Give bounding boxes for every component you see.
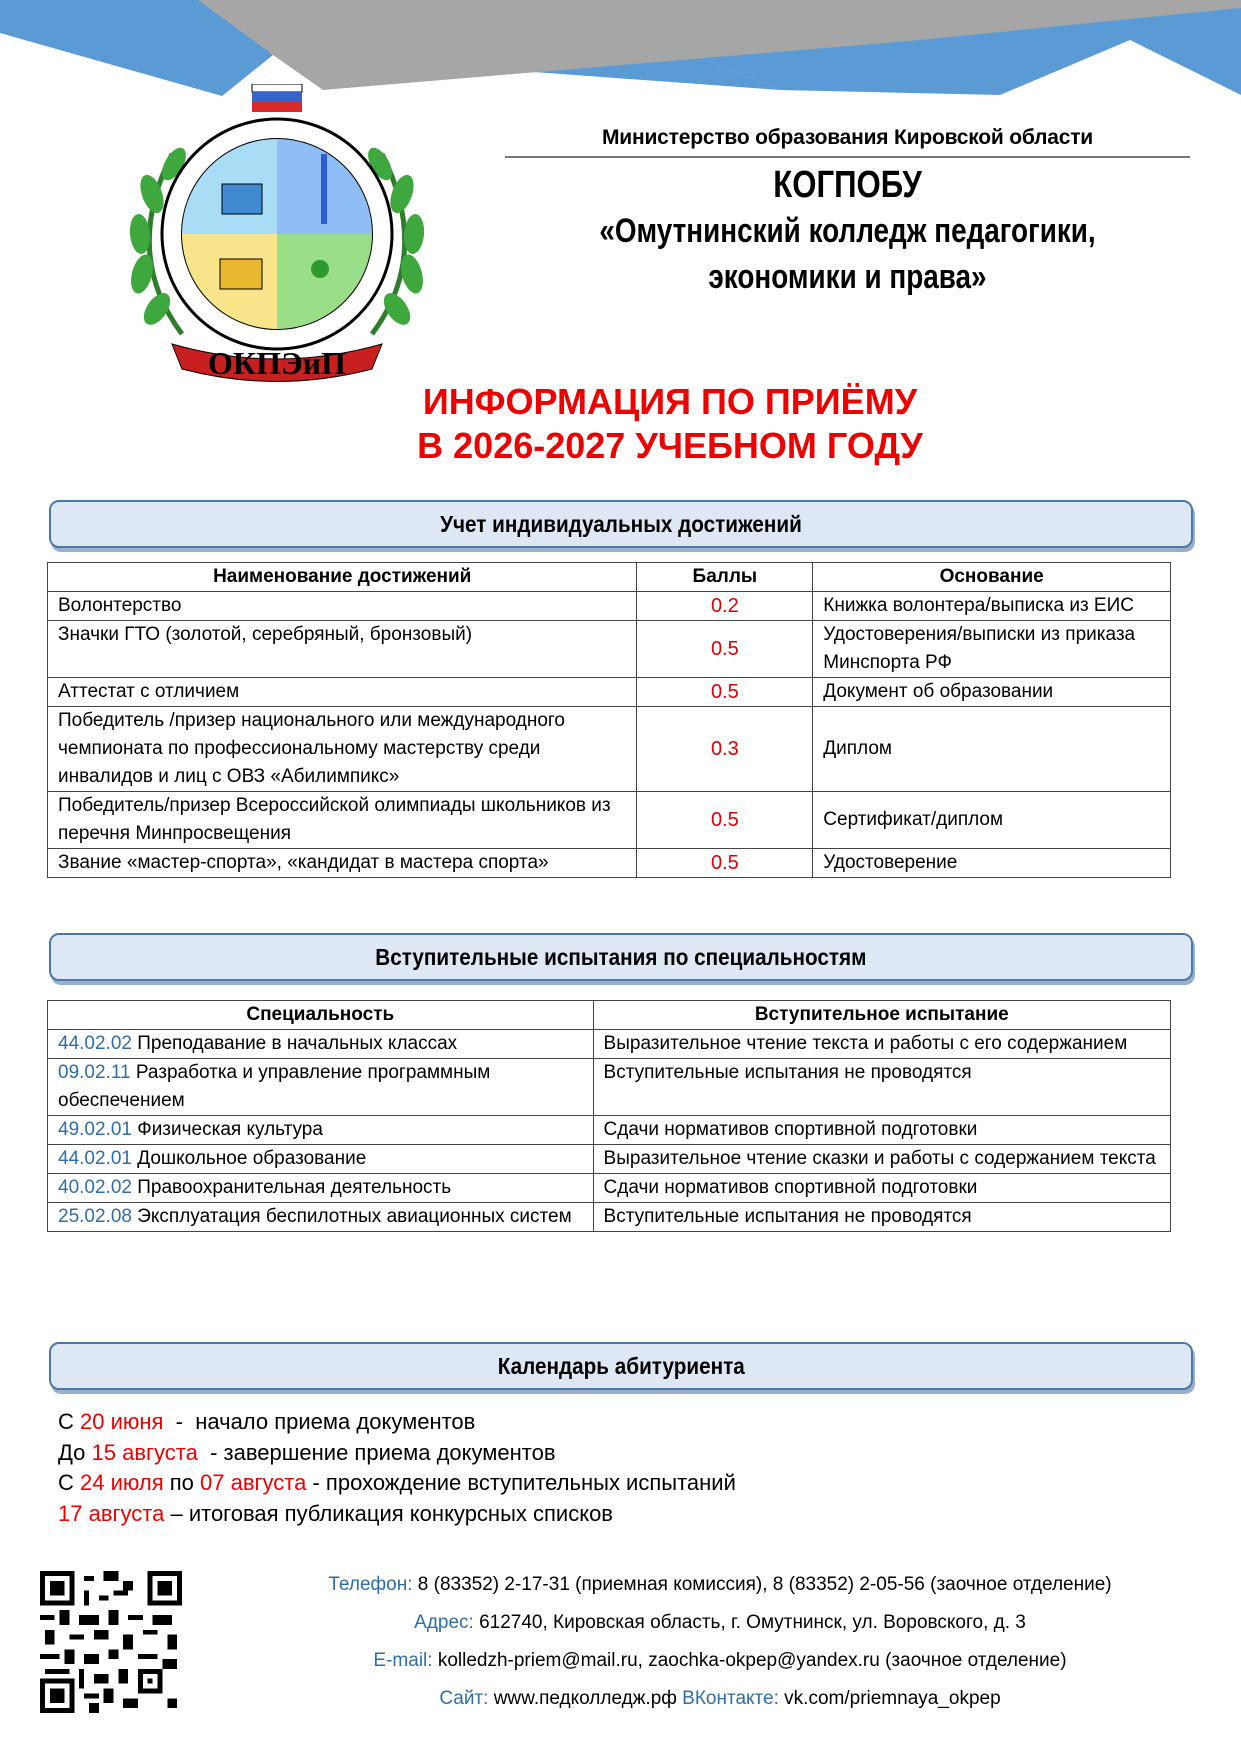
- specialty-cell: [48, 1145, 594, 1174]
- table-row: [48, 621, 1171, 678]
- qr-code-icon[interactable]: [40, 1571, 182, 1713]
- achievements-banner: [49, 500, 1193, 548]
- contact-email: [250, 1642, 1190, 1680]
- phone-label: Телефон:: [328, 1574, 413, 1595]
- title-line1: ИНФОРМАЦИЯ ПО ПРИЁМУ: [422, 381, 918, 422]
- calendar-item: [58, 1499, 736, 1530]
- calendar-date: 17 августа: [58, 1500, 165, 1526]
- achievement-name: Аттестат с отличием: [48, 678, 637, 707]
- achievement-name: Волонтерство: [48, 592, 637, 621]
- calendar-text: - завершение приема документов: [197, 1439, 556, 1465]
- achievement-basis: Удостоверения/выписки из приказа Минспорта РФ: [813, 621, 1171, 678]
- calendar-date: 24 июля: [80, 1470, 164, 1495]
- specialty-code: 40.02.02: [58, 1177, 132, 1198]
- achievement-basis: Документ об образовании: [813, 678, 1171, 707]
- page-title: [300, 380, 1040, 468]
- org-short-name: КОГПОБУ: [773, 164, 922, 206]
- achievement-name: Значки ГТО (золотой, серебряный, бронзовый): [48, 621, 637, 678]
- col-header-specialty: Специальность: [48, 1001, 594, 1030]
- college-logo: [112, 84, 442, 384]
- specialty-cell: [48, 1059, 594, 1116]
- exam-cell: Выразительное чтение сказки и работы с содержанием текста: [593, 1145, 1170, 1174]
- specialty-cell: [48, 1203, 594, 1232]
- achievement-points: 0.5: [637, 849, 813, 878]
- table-row: [48, 1203, 1171, 1232]
- specialty-name: Дошкольное образование: [137, 1148, 367, 1169]
- vk-link[interactable]: vk.com/priemnaya_okpep: [778, 1688, 1001, 1709]
- calendar-text: - прохождение вступительных испытаний: [306, 1470, 736, 1495]
- calendar-item: [58, 1468, 736, 1499]
- ministry-name: Министерство образования Кировской области: [505, 126, 1190, 158]
- email-label: E-mail:: [373, 1650, 433, 1671]
- contact-address: [250, 1604, 1190, 1642]
- email-link[interactable]: kolledzh-priem@mail.ru, zaochka-okpep@yandex.ru (заочное отделение): [432, 1650, 1067, 1671]
- table-row: [48, 849, 1171, 878]
- achievements-table: [47, 562, 1171, 878]
- calendar-banner: [49, 1342, 1193, 1390]
- table-row: [48, 707, 1171, 792]
- calendar-list: [58, 1407, 736, 1529]
- achievement-name: Победитель/призер Всероссийской олимпиады школьников из перечня Минпросвещения: [48, 792, 637, 849]
- org-name-line2: экономики и права»: [708, 258, 987, 296]
- exams-banner-label: Вступительные испытания по специальностям: [375, 944, 867, 970]
- contact-web: [250, 1680, 1190, 1718]
- calendar-text: - начало приема документов: [163, 1409, 476, 1434]
- address-label: Адрес:: [414, 1612, 474, 1633]
- calendar-date: 20 июня: [80, 1409, 164, 1434]
- calendar-date: 15 августа: [91, 1439, 198, 1465]
- calendar-item: [58, 1438, 736, 1469]
- col-header-name: Наименование достижений: [48, 563, 637, 592]
- calendar-prefix: С: [58, 1470, 80, 1495]
- site-link[interactable]: www.педколледж.рф: [488, 1688, 683, 1709]
- table-row: [48, 1145, 1171, 1174]
- specialty-code: 09.02.11: [58, 1062, 131, 1083]
- table-row: [48, 678, 1171, 707]
- col-header-points: Баллы: [637, 563, 813, 592]
- table-row: [48, 1174, 1171, 1203]
- specialty-name: Разработка и управление программным обеспечением: [58, 1062, 491, 1111]
- org-name-line1: «Омутнинский колледж педагогики,: [599, 212, 1096, 250]
- exam-cell: Выразительное чтение текста и работы с его содержанием: [593, 1030, 1170, 1059]
- achievement-name: Победитель /призер национального или международного чемпионата по профессиональному мастерству среди инвалидов и лиц с ОВЗ «Абилимпикс»: [48, 707, 637, 792]
- specialty-code: 44.02.02: [58, 1033, 132, 1054]
- achievement-basis: Сертификат/диплом: [813, 792, 1171, 849]
- table-row: [48, 1030, 1171, 1059]
- achievement-basis: Удостоверение: [813, 849, 1171, 878]
- specialty-name: Преподавание в начальных классах: [137, 1033, 458, 1054]
- specialty-code: 49.02.01: [58, 1119, 132, 1140]
- phone-value[interactable]: 8 (83352) 2-17-31 (приемная комиссия), 8 (83352) 2-05-56 (заочное отделение): [412, 1574, 1112, 1595]
- table-header-row: [48, 563, 1171, 592]
- col-header-basis: Основание: [813, 563, 1171, 592]
- address-value: 612740, Кировская область, г. Омутнинск, ул. Воровского, д. 3: [473, 1612, 1026, 1633]
- achievement-points: 0.5: [637, 678, 813, 707]
- calendar-mid: по: [163, 1470, 201, 1495]
- achievements-banner-label: Учет индивидуальных достижений: [440, 511, 802, 537]
- calendar-prefix: До: [58, 1439, 92, 1465]
- achievement-name: Звание «мастер-спорта», «кандидат в мастера спорта»: [48, 849, 637, 878]
- exams-banner: [49, 933, 1193, 981]
- title-line2: В 2026-2027 УЧЕБНОМ ГОДУ: [417, 425, 923, 466]
- flag-ribbon-icon: [252, 84, 302, 112]
- specialty-cell: [48, 1174, 594, 1203]
- table-row: [48, 1116, 1171, 1145]
- achievement-basis: Книжка волонтера/выписка из ЕИС: [813, 592, 1171, 621]
- contact-phone: [250, 1566, 1190, 1604]
- exams-table: [47, 1000, 1171, 1232]
- contacts-block: [250, 1566, 1190, 1718]
- exam-cell: Вступительные испытания не проводятся: [593, 1203, 1170, 1232]
- specialty-cell: [48, 1030, 594, 1059]
- achievement-points: 0.2: [637, 592, 813, 621]
- exam-cell: Сдачи нормативов спортивной подготовки: [593, 1116, 1170, 1145]
- specialty-name: Эксплуатация беспилотных авиационных систем: [137, 1206, 572, 1227]
- site-label: Сайт:: [439, 1688, 489, 1709]
- exam-cell: Сдачи нормативов спортивной подготовки: [593, 1174, 1170, 1203]
- specialty-name: Физическая культура: [137, 1119, 323, 1140]
- specialty-name: Правоохранительная деятельность: [137, 1177, 452, 1198]
- header-block: [505, 126, 1190, 300]
- calendar-banner-label: Календарь абитуриента: [497, 1353, 745, 1379]
- achievement-basis: Диплом: [813, 707, 1171, 792]
- table-row: [48, 1059, 1171, 1116]
- specialty-code: 25.02.08: [58, 1206, 132, 1227]
- logo-abbreviation: ОКПЭиП: [207, 345, 347, 381]
- calendar-text: – итоговая публикация конкурсных списков: [164, 1500, 613, 1526]
- table-header-row: [48, 1001, 1171, 1030]
- table-row: [48, 592, 1171, 621]
- vk-label: ВКонтакте:: [682, 1688, 779, 1709]
- specialty-code: 44.02.01: [58, 1148, 132, 1169]
- achievement-points: 0.3: [637, 707, 813, 792]
- specialty-cell: [48, 1116, 594, 1145]
- exam-cell: Вступительные испытания не проводятся: [593, 1059, 1170, 1116]
- calendar-date2: 07 августа: [200, 1470, 307, 1495]
- achievement-points: 0.5: [637, 621, 813, 678]
- col-header-exam: Вступительное испытание: [593, 1001, 1170, 1030]
- achievement-points: 0.5: [637, 792, 813, 849]
- table-row: [48, 792, 1171, 849]
- calendar-prefix: С: [58, 1409, 80, 1434]
- calendar-item: [58, 1407, 736, 1438]
